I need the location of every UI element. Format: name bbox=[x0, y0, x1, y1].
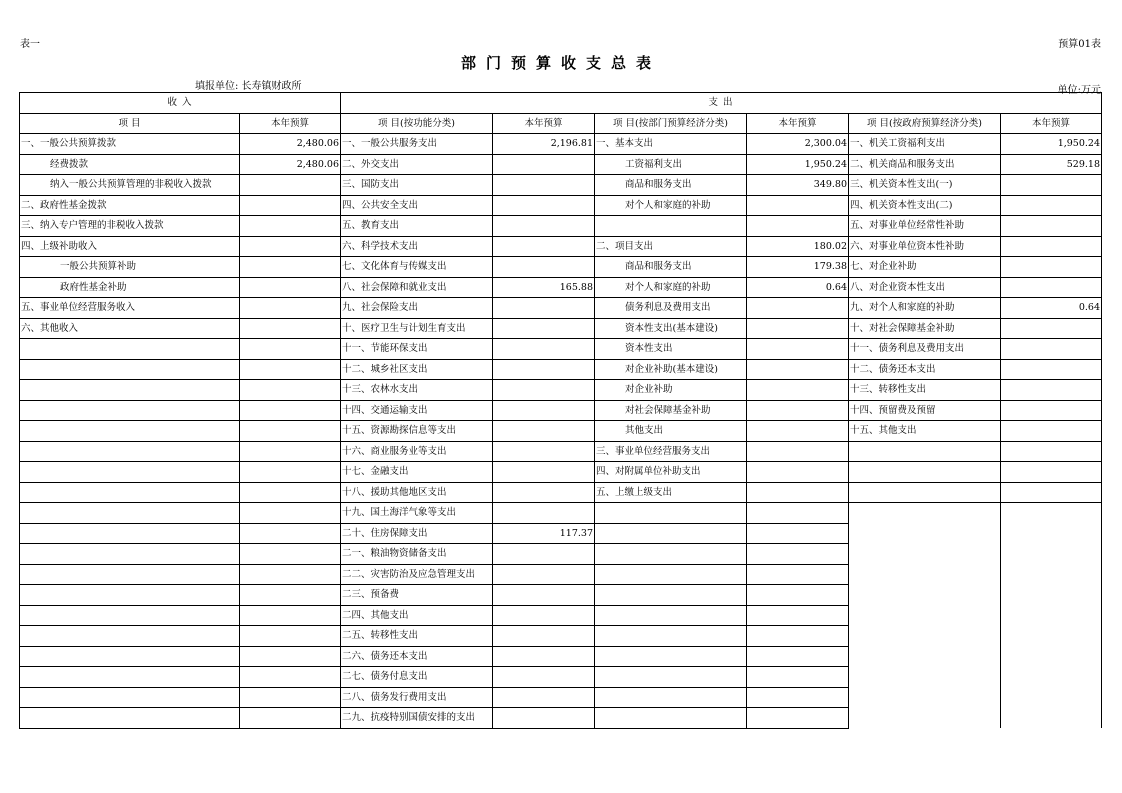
income-item-cell bbox=[20, 564, 240, 585]
income-budget-cell bbox=[240, 236, 341, 257]
income-item-cell bbox=[20, 667, 240, 688]
income-item-cell: 二、政府性基金拨款 bbox=[20, 195, 240, 216]
gov-econ-item-cell: 四、机关资本性支出(二) bbox=[849, 195, 1001, 216]
func-budget-header: 本年预算 bbox=[493, 113, 595, 134]
gov-econ-item-cell: 二、机关商品和服务支出 bbox=[849, 154, 1001, 175]
dept-econ-item-cell: 三、事业单位经营服务支出 bbox=[595, 441, 747, 462]
income-item-cell: 五、事业单位经营服务收入 bbox=[20, 298, 240, 319]
table-row bbox=[20, 687, 1102, 708]
income-budget-cell: 2,480.06 bbox=[240, 134, 341, 155]
dept-econ-item-cell: 对社会保障基金补助 bbox=[595, 400, 747, 421]
section-header-row bbox=[20, 93, 1102, 114]
dept-econ-item-cell bbox=[595, 216, 747, 237]
income-item-cell bbox=[20, 646, 240, 667]
gov-econ-budget-cell bbox=[1001, 544, 1102, 565]
gov-econ-item-cell: 八、对企业资本性支出 bbox=[849, 277, 1001, 298]
table-row bbox=[20, 646, 1102, 667]
table-row bbox=[20, 462, 1102, 483]
func-budget-cell bbox=[493, 462, 595, 483]
dept-econ-item-cell bbox=[595, 687, 747, 708]
income-item-cell bbox=[20, 687, 240, 708]
income-item-cell bbox=[20, 339, 240, 360]
gov-econ-budget-cell: 0.64 bbox=[1001, 298, 1102, 319]
gov-econ-budget-cell bbox=[1001, 503, 1102, 524]
func-budget-cell bbox=[493, 544, 595, 565]
func-item-cell: 二十、住房保障支出 bbox=[341, 523, 493, 544]
func-budget-cell bbox=[493, 503, 595, 524]
table-row bbox=[20, 359, 1102, 380]
dept-econ-budget-cell bbox=[747, 298, 849, 319]
dept-econ-budget-cell bbox=[747, 441, 849, 462]
gov-econ-item-cell bbox=[849, 626, 1001, 647]
table-row bbox=[20, 277, 1102, 298]
expense-section-header: 支 出 bbox=[341, 93, 1102, 114]
income-item-cell: 政府性基金补助 bbox=[20, 277, 240, 298]
income-budget-cell bbox=[240, 646, 341, 667]
dept-econ-item-cell bbox=[595, 544, 747, 565]
table-row bbox=[20, 421, 1102, 442]
dept-econ-budget-cell bbox=[747, 482, 849, 503]
income-item-cell: 四、上级补助收入 bbox=[20, 236, 240, 257]
func-item-cell: 三、国防支出 bbox=[341, 175, 493, 196]
func-item-cell: 十四、交通运输支出 bbox=[341, 400, 493, 421]
func-budget-cell bbox=[493, 175, 595, 196]
func-item-cell: 二七、债务付息支出 bbox=[341, 667, 493, 688]
dept-econ-budget-cell bbox=[747, 687, 849, 708]
income-budget-cell bbox=[240, 318, 341, 339]
dept-econ-budget-cell bbox=[747, 380, 849, 401]
table-row bbox=[20, 380, 1102, 401]
func-budget-cell bbox=[493, 359, 595, 380]
gov-econ-budget-cell bbox=[1001, 400, 1102, 421]
dept-econ-budget-cell bbox=[747, 400, 849, 421]
func-item-cell: 二一、粮油物资储备支出 bbox=[341, 544, 493, 565]
gov-econ-budget-cell bbox=[1001, 257, 1102, 278]
gov-econ-item-cell: 一、机关工资福利支出 bbox=[849, 134, 1001, 155]
func-budget-cell bbox=[493, 339, 595, 360]
table-row bbox=[20, 339, 1102, 360]
income-budget-cell bbox=[240, 400, 341, 421]
dept-econ-budget-cell bbox=[747, 564, 849, 585]
gov-econ-item-cell: 九、对个人和家庭的补助 bbox=[849, 298, 1001, 319]
table-label: 表一 bbox=[20, 39, 40, 50]
func-budget-cell bbox=[493, 564, 595, 585]
income-budget-cell bbox=[240, 585, 341, 606]
func-budget-cell bbox=[493, 626, 595, 647]
income-budget-cell bbox=[240, 667, 341, 688]
func-budget-cell bbox=[493, 236, 595, 257]
gov-econ-item-cell bbox=[849, 585, 1001, 606]
dept-econ-item-cell: 资本性支出(基本建设) bbox=[595, 318, 747, 339]
func-item-cell: 十九、国土海洋气象等支出 bbox=[341, 503, 493, 524]
table-row bbox=[20, 482, 1102, 503]
func-item-cell: 十五、资源勘探信息等支出 bbox=[341, 421, 493, 442]
table-row bbox=[20, 564, 1102, 585]
gov-econ-budget-cell bbox=[1001, 195, 1102, 216]
func-item-cell: 七、文化体育与传媒支出 bbox=[341, 257, 493, 278]
gov-econ-budget-cell bbox=[1001, 687, 1102, 708]
gov-econ-item-header: 项 目(按政府预算经济分类) bbox=[849, 113, 1001, 134]
column-header-row bbox=[20, 113, 1102, 134]
dept-econ-item-cell bbox=[595, 503, 747, 524]
income-budget-cell bbox=[240, 544, 341, 565]
func-item-cell: 二三、预备费 bbox=[341, 585, 493, 606]
gov-econ-item-cell bbox=[849, 605, 1001, 626]
gov-econ-budget-cell bbox=[1001, 380, 1102, 401]
income-item-cell bbox=[20, 523, 240, 544]
func-budget-cell bbox=[493, 421, 595, 442]
dept-econ-item-cell: 商品和服务支出 bbox=[595, 175, 747, 196]
table-row bbox=[20, 708, 1102, 729]
gov-econ-budget-cell bbox=[1001, 359, 1102, 380]
gov-econ-budget-cell bbox=[1001, 646, 1102, 667]
gov-econ-item-cell: 五、对事业单位经常性补助 bbox=[849, 216, 1001, 237]
dept-econ-item-cell: 商品和服务支出 bbox=[595, 257, 747, 278]
table-row bbox=[20, 134, 1102, 155]
func-item-header: 项 目(按功能分类) bbox=[341, 113, 493, 134]
table-row bbox=[20, 257, 1102, 278]
table-row bbox=[20, 195, 1102, 216]
func-item-cell: 六、科学技术支出 bbox=[341, 236, 493, 257]
income-item-cell bbox=[20, 626, 240, 647]
table-row bbox=[20, 175, 1102, 196]
income-budget-cell bbox=[240, 564, 341, 585]
dept-econ-item-cell bbox=[595, 585, 747, 606]
gov-econ-item-cell: 三、机关资本性支出(一) bbox=[849, 175, 1001, 196]
income-budget-cell bbox=[240, 626, 341, 647]
dept-econ-budget-cell: 349.80 bbox=[747, 175, 849, 196]
gov-econ-budget-cell bbox=[1001, 339, 1102, 360]
dept-econ-budget-cell bbox=[747, 646, 849, 667]
income-item-cell: 一般公共预算补助 bbox=[20, 257, 240, 278]
gov-econ-item-cell: 十三、转移性支出 bbox=[849, 380, 1001, 401]
filler-unit: 填报单位: 长寿镇财政所 bbox=[195, 81, 302, 92]
dept-econ-item-cell: 资本性支出 bbox=[595, 339, 747, 360]
func-item-cell: 十二、城乡社区支出 bbox=[341, 359, 493, 380]
func-budget-cell bbox=[493, 585, 595, 606]
form-code: 预算01表 bbox=[1058, 39, 1101, 50]
income-budget-cell bbox=[240, 257, 341, 278]
table-row bbox=[20, 585, 1102, 606]
dept-econ-item-cell bbox=[595, 523, 747, 544]
func-budget-cell: 2,196.81 bbox=[493, 134, 595, 155]
income-budget-cell bbox=[240, 462, 341, 483]
func-item-cell: 二八、债务发行费用支出 bbox=[341, 687, 493, 708]
income-item-cell: 一、一般公共预算拨款 bbox=[20, 134, 240, 155]
page-title: 部门预算收支总表 bbox=[460, 54, 661, 72]
func-item-cell: 二五、转移性支出 bbox=[341, 626, 493, 647]
table-row bbox=[20, 400, 1102, 421]
func-item-cell: 二二、灾害防治及应急管理支出 bbox=[341, 564, 493, 585]
func-item-cell: 二六、债务还本支出 bbox=[341, 646, 493, 667]
dept-econ-budget-cell bbox=[747, 605, 849, 626]
income-budget-cell bbox=[240, 216, 341, 237]
func-budget-cell: 117.37 bbox=[493, 523, 595, 544]
income-budget-cell bbox=[240, 482, 341, 503]
income-item-cell bbox=[20, 585, 240, 606]
func-item-cell: 五、教育支出 bbox=[341, 216, 493, 237]
gov-econ-item-cell bbox=[849, 523, 1001, 544]
income-budget-cell: 2,480.06 bbox=[240, 154, 341, 175]
dept-econ-budget-cell bbox=[747, 421, 849, 442]
income-item-cell: 纳入一般公共预算管理的非税收入拨款 bbox=[20, 175, 240, 196]
dept-econ-budget-cell bbox=[747, 195, 849, 216]
dept-econ-item-cell: 对企业补助(基本建设) bbox=[595, 359, 747, 380]
gov-econ-item-cell bbox=[849, 667, 1001, 688]
dept-econ-item-cell: 一、基本支出 bbox=[595, 134, 747, 155]
table-row bbox=[20, 318, 1102, 339]
gov-econ-budget-cell bbox=[1001, 216, 1102, 237]
gov-econ-budget-cell bbox=[1001, 564, 1102, 585]
func-item-cell: 四、公共安全支出 bbox=[341, 195, 493, 216]
table-row bbox=[20, 626, 1102, 647]
func-budget-cell bbox=[493, 441, 595, 462]
income-budget-cell bbox=[240, 605, 341, 626]
table-row bbox=[20, 298, 1102, 319]
gov-econ-budget-cell bbox=[1001, 667, 1102, 688]
dept-econ-item-cell: 五、上缴上级支出 bbox=[595, 482, 747, 503]
dept-econ-item-cell bbox=[595, 605, 747, 626]
income-budget-cell bbox=[240, 359, 341, 380]
dept-econ-item-cell: 工资福利支出 bbox=[595, 154, 747, 175]
income-item-cell: 三、纳入专户管理的非税收入拨款 bbox=[20, 216, 240, 237]
gov-econ-item-cell bbox=[849, 462, 1001, 483]
dept-econ-item-header: 项 目(按部门预算经济分类) bbox=[595, 113, 747, 134]
dept-econ-budget-cell: 0.64 bbox=[747, 277, 849, 298]
gov-econ-item-cell bbox=[849, 441, 1001, 462]
dept-econ-budget-cell bbox=[747, 667, 849, 688]
gov-econ-budget-cell bbox=[1001, 605, 1102, 626]
dept-econ-budget-cell bbox=[747, 708, 849, 729]
func-item-cell: 九、社会保险支出 bbox=[341, 298, 493, 319]
gov-econ-item-cell bbox=[849, 503, 1001, 524]
income-budget-cell bbox=[240, 277, 341, 298]
func-budget-cell bbox=[493, 318, 595, 339]
gov-econ-budget-cell bbox=[1001, 441, 1102, 462]
gov-econ-item-cell: 七、对企业补助 bbox=[849, 257, 1001, 278]
gov-econ-item-cell: 十一、债务利息及费用支出 bbox=[849, 339, 1001, 360]
gov-econ-budget-header: 本年预算 bbox=[1001, 113, 1102, 134]
func-item-cell: 十一、节能环保支出 bbox=[341, 339, 493, 360]
dept-econ-item-cell bbox=[595, 646, 747, 667]
gov-econ-item-cell: 十、对社会保障基金补助 bbox=[849, 318, 1001, 339]
income-item-header: 项 目 bbox=[20, 113, 240, 134]
table-row bbox=[20, 605, 1102, 626]
currency-unit: 单位:万元 bbox=[1057, 85, 1101, 96]
income-item-cell: 六、其他收入 bbox=[20, 318, 240, 339]
gov-econ-budget-cell bbox=[1001, 318, 1102, 339]
gov-econ-item-cell bbox=[849, 646, 1001, 667]
func-item-cell: 一、一般公共服务支出 bbox=[341, 134, 493, 155]
income-budget-cell bbox=[240, 298, 341, 319]
dept-econ-budget-cell bbox=[747, 585, 849, 606]
dept-econ-item-cell: 其他支出 bbox=[595, 421, 747, 442]
func-budget-cell bbox=[493, 298, 595, 319]
dept-econ-item-cell bbox=[595, 708, 747, 729]
dept-econ-item-cell: 债务利息及费用支出 bbox=[595, 298, 747, 319]
func-item-cell: 八、社会保障和就业支出 bbox=[341, 277, 493, 298]
gov-econ-item-cell bbox=[849, 687, 1001, 708]
func-budget-cell bbox=[493, 400, 595, 421]
table-row bbox=[20, 236, 1102, 257]
dept-econ-item-cell: 对个人和家庭的补助 bbox=[595, 277, 747, 298]
func-item-cell: 二九、抗疫特别国债安排的支出 bbox=[341, 708, 493, 729]
gov-econ-budget-cell bbox=[1001, 626, 1102, 647]
dept-econ-budget-cell bbox=[747, 626, 849, 647]
gov-econ-budget-cell bbox=[1001, 175, 1102, 196]
income-budget-cell bbox=[240, 687, 341, 708]
gov-econ-budget-cell bbox=[1001, 277, 1102, 298]
func-item-cell: 十七、金融支出 bbox=[341, 462, 493, 483]
func-item-cell: 十六、商业服务业等支出 bbox=[341, 441, 493, 462]
gov-econ-item-cell: 十四、预留费及预留 bbox=[849, 400, 1001, 421]
func-item-cell: 十、医疗卫生与计划生育支出 bbox=[341, 318, 493, 339]
gov-econ-item-cell bbox=[849, 544, 1001, 565]
table-row bbox=[20, 667, 1102, 688]
income-item-cell bbox=[20, 503, 240, 524]
income-budget-cell bbox=[240, 339, 341, 360]
income-item-cell bbox=[20, 605, 240, 626]
income-budget-cell bbox=[240, 523, 341, 544]
table-row bbox=[20, 523, 1102, 544]
income-budget-cell bbox=[240, 441, 341, 462]
dept-econ-budget-cell bbox=[747, 523, 849, 544]
income-budget-cell bbox=[240, 175, 341, 196]
dept-econ-item-cell: 二、项目支出 bbox=[595, 236, 747, 257]
gov-econ-item-cell: 十二、债务还本支出 bbox=[849, 359, 1001, 380]
func-budget-cell bbox=[493, 154, 595, 175]
dept-econ-budget-cell: 179.38 bbox=[747, 257, 849, 278]
dept-econ-item-cell: 对个人和家庭的补助 bbox=[595, 195, 747, 216]
func-budget-cell bbox=[493, 605, 595, 626]
budget-table bbox=[19, 92, 1102, 729]
table-row bbox=[20, 441, 1102, 462]
table-row bbox=[20, 544, 1102, 565]
func-budget-cell bbox=[493, 257, 595, 278]
func-budget-cell bbox=[493, 216, 595, 237]
gov-econ-item-cell bbox=[849, 564, 1001, 585]
dept-econ-budget-cell bbox=[747, 544, 849, 565]
income-budget-cell bbox=[240, 708, 341, 729]
dept-econ-item-cell bbox=[595, 626, 747, 647]
income-section-header: 收 入 bbox=[20, 93, 341, 114]
income-budget-header: 本年预算 bbox=[240, 113, 341, 134]
table-row bbox=[20, 154, 1102, 175]
income-item-cell: 经费拨款 bbox=[20, 154, 240, 175]
func-item-cell: 二、外交支出 bbox=[341, 154, 493, 175]
income-item-cell bbox=[20, 482, 240, 503]
income-budget-cell bbox=[240, 380, 341, 401]
table-row bbox=[20, 503, 1102, 524]
func-item-cell: 二四、其他支出 bbox=[341, 605, 493, 626]
func-budget-cell bbox=[493, 708, 595, 729]
gov-econ-item-cell bbox=[849, 708, 1001, 729]
dept-econ-budget-cell: 2,300.04 bbox=[747, 134, 849, 155]
gov-econ-item-cell: 十五、其他支出 bbox=[849, 421, 1001, 442]
dept-econ-item-cell bbox=[595, 667, 747, 688]
income-item-cell bbox=[20, 359, 240, 380]
gov-econ-item-cell bbox=[849, 482, 1001, 503]
income-item-cell bbox=[20, 544, 240, 565]
gov-econ-budget-cell bbox=[1001, 523, 1102, 544]
dept-econ-budget-cell bbox=[747, 216, 849, 237]
income-item-cell bbox=[20, 462, 240, 483]
dept-econ-budget-cell bbox=[747, 318, 849, 339]
dept-econ-budget-cell bbox=[747, 503, 849, 524]
gov-econ-budget-cell: 529.18 bbox=[1001, 154, 1102, 175]
dept-econ-item-cell: 四、对附属单位补助支出 bbox=[595, 462, 747, 483]
income-item-cell bbox=[20, 441, 240, 462]
income-item-cell bbox=[20, 708, 240, 729]
dept-econ-budget-cell bbox=[747, 359, 849, 380]
func-budget-cell bbox=[493, 195, 595, 216]
func-budget-cell bbox=[493, 687, 595, 708]
income-item-cell bbox=[20, 380, 240, 401]
gov-econ-budget-cell bbox=[1001, 708, 1102, 729]
gov-econ-budget-cell bbox=[1001, 482, 1102, 503]
gov-econ-budget-cell bbox=[1001, 236, 1102, 257]
income-item-cell bbox=[20, 400, 240, 421]
func-budget-cell bbox=[493, 646, 595, 667]
gov-econ-budget-cell bbox=[1001, 421, 1102, 442]
income-budget-cell bbox=[240, 503, 341, 524]
table-row bbox=[20, 216, 1102, 237]
func-item-cell: 十八、援助其他地区支出 bbox=[341, 482, 493, 503]
dept-econ-item-cell: 对企业补助 bbox=[595, 380, 747, 401]
income-budget-cell bbox=[240, 421, 341, 442]
func-budget-cell: 165.88 bbox=[493, 277, 595, 298]
func-item-cell: 十三、农林水支出 bbox=[341, 380, 493, 401]
func-budget-cell bbox=[493, 667, 595, 688]
dept-econ-budget-cell: 180.02 bbox=[747, 236, 849, 257]
gov-econ-budget-cell bbox=[1001, 585, 1102, 606]
income-budget-cell bbox=[240, 195, 341, 216]
gov-econ-budget-cell bbox=[1001, 462, 1102, 483]
dept-econ-budget-cell bbox=[747, 462, 849, 483]
income-item-cell bbox=[20, 421, 240, 442]
func-budget-cell bbox=[493, 482, 595, 503]
gov-econ-item-cell: 六、对事业单位资本性补助 bbox=[849, 236, 1001, 257]
dept-econ-budget-cell: 1,950.24 bbox=[747, 154, 849, 175]
dept-econ-budget-header: 本年预算 bbox=[747, 113, 849, 134]
dept-econ-item-cell bbox=[595, 564, 747, 585]
dept-econ-budget-cell bbox=[747, 339, 849, 360]
gov-econ-budget-cell: 1,950.24 bbox=[1001, 134, 1102, 155]
func-budget-cell bbox=[493, 380, 595, 401]
